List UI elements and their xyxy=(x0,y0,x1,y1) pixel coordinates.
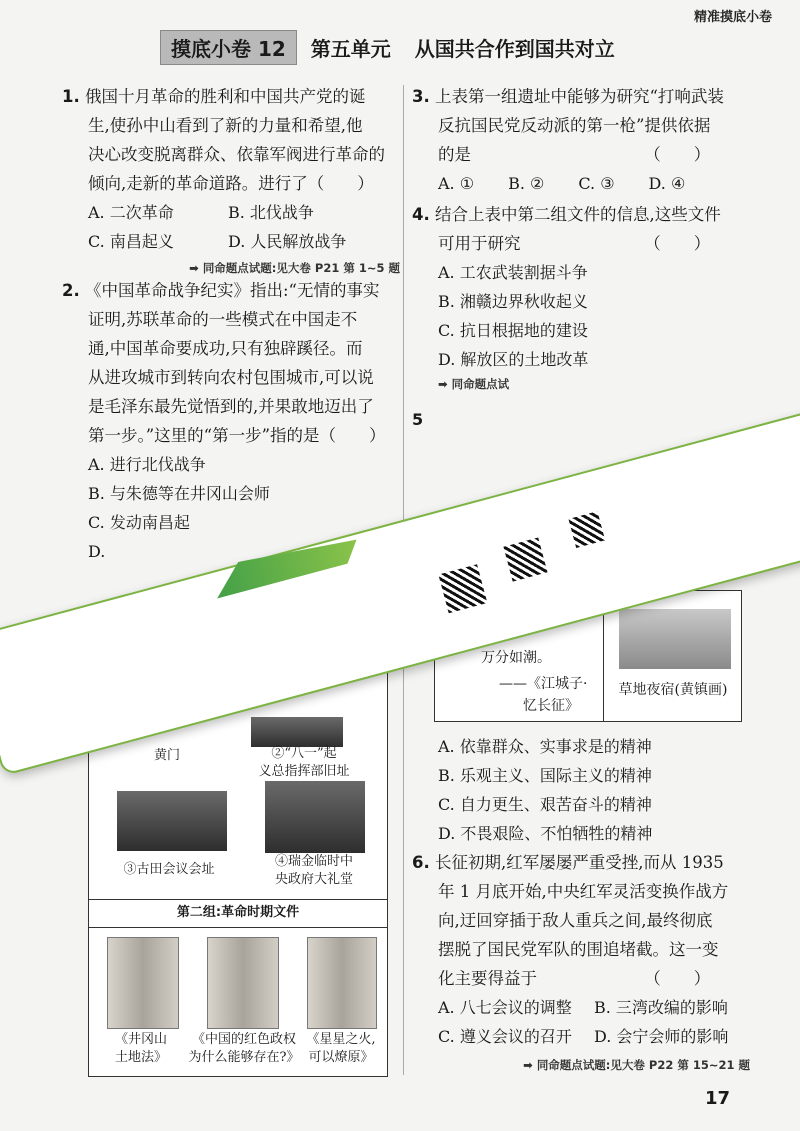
question-6 xyxy=(412,848,750,1073)
q3-line: 反抗国民党反动派的第一枪”提供依据 xyxy=(438,116,711,135)
relic-caption-2b: 义总指挥部旧址 xyxy=(258,764,350,779)
q1-line: 决心改变脱离群众、依靠军阀进行革命的 xyxy=(88,145,385,164)
relic-caption-1: 黄门 xyxy=(153,748,180,763)
q2-line: 证明,苏联革命的一些模式在中国走不 xyxy=(88,310,358,329)
q5-number: 5 xyxy=(412,410,424,429)
q6-option-a: A. 八七会议的调整 xyxy=(438,998,572,1017)
painting-image xyxy=(619,609,731,669)
q3-option-a: A. ① xyxy=(438,174,475,193)
question-3 xyxy=(412,82,750,198)
document-caption-3b: 可以燎原》 xyxy=(308,1050,374,1065)
table-rule xyxy=(89,899,387,900)
q1-line: 倾向,走新的革命道路。进行了（ ） xyxy=(88,174,374,193)
q1-line: 生,使孙中山看到了新的力量和希望,他 xyxy=(88,116,363,135)
q2-line: 从进攻城市到转向农村包围城市,可以说 xyxy=(88,368,374,387)
question-1 xyxy=(62,82,400,276)
q6-number: 6. xyxy=(412,853,430,872)
document-caption-1a: 《井冈山 xyxy=(114,1032,167,1047)
q4-option-a: A. 工农武装割据斗争 xyxy=(438,263,588,282)
document-caption-1b: 土地法》 xyxy=(114,1050,167,1065)
q3-line: 上表第一组遗址中能够为研究“打响武装 xyxy=(435,87,724,106)
relic-caption-2a: ②“八一”起 xyxy=(271,746,337,761)
question-2 xyxy=(62,276,400,566)
q6-line: 向,迂回穿插于敌人重兵之间,最终彻底 xyxy=(438,911,713,930)
document-photo-1 xyxy=(107,937,179,1029)
poem-line-1: 万分如潮。 xyxy=(481,650,551,666)
unit-label: 第五单元 xyxy=(310,36,391,61)
q2-number: 2. xyxy=(62,281,80,300)
q2-option-a: A. 进行北伐战争 xyxy=(88,455,206,474)
q4-reference: ➡ 同命题点试 xyxy=(412,376,750,392)
document-photo-3 xyxy=(307,937,377,1029)
document-caption-2b: 为什么能够存在?》 xyxy=(188,1050,300,1065)
question-4 xyxy=(412,200,750,392)
q5-option-a: A. 依靠群众、实事求是的精神 xyxy=(438,737,652,756)
q1-option-c: C. 南昌起义 xyxy=(88,232,174,251)
q5-option-b: B. 乐观主义、国际主义的精神 xyxy=(438,766,652,785)
q4-number: 4. xyxy=(412,205,430,224)
q1-option-b: B. 北伐战争 xyxy=(228,203,314,222)
q4-option-c: C. 抗日根据地的建设 xyxy=(438,321,588,340)
relic-photo-3 xyxy=(117,791,227,851)
relic-photo-2 xyxy=(251,717,343,747)
q5-options xyxy=(412,732,750,848)
q6-reference: ➡ 同命题点试题:见大卷 P22 第 15~21 题 xyxy=(412,1057,750,1073)
qr-code-icon xyxy=(503,537,547,581)
q1-reference: ➡ 同命题点试题:见大卷 P21 第 1~5 题 xyxy=(62,260,400,276)
poem-source-2: 忆长征》 xyxy=(523,698,579,714)
group2-title: 第二组:革命时期文件 xyxy=(176,905,300,920)
painting-caption: 草地夜宿(黄镇画) xyxy=(618,682,728,698)
q6-option-c: C. 遵义会议的召开 xyxy=(438,1027,572,1046)
q6-line: 长征初期,红军屡屡严重受挫,而从 1935 xyxy=(435,853,724,872)
q1-number: 1. xyxy=(62,87,80,106)
q2-line: 第一步。”这里的“第一步”指的是（ ） xyxy=(88,426,386,445)
q6-line: 摆脱了国民党军队的围追堵截。这一变 xyxy=(438,940,719,959)
table-rule xyxy=(89,927,387,928)
page-number: 17 xyxy=(704,1088,730,1109)
q2-line: 是毛泽东最先觉悟到的,并果敢地迈出了 xyxy=(88,397,374,416)
q6-line: 年 1 月底开始,中央红军灵活变换作战方 xyxy=(438,882,729,901)
q5-option-d: D. 不畏艰险、不怕牺牲的精神 xyxy=(438,824,653,843)
document-caption-2a: 《中国的红色政权 xyxy=(191,1032,296,1047)
topic-label: 从国共合作到国共对立 xyxy=(414,36,615,61)
poem-source-1: ——《江城子· xyxy=(499,676,588,692)
q3-option-b: B. ② xyxy=(508,174,545,193)
q5-option-c: C. 自力更生、艰苦奋斗的精神 xyxy=(438,795,652,814)
q4-option-b: B. 湘赣边界秋收起义 xyxy=(438,292,588,311)
page-title xyxy=(160,30,615,64)
q1-option-a: A. 二次革命 xyxy=(88,203,174,222)
q2-option-c: C. 发动南昌起 xyxy=(88,513,190,532)
q4-line: 结合上表中第二组文件的信息,这些文件 xyxy=(435,205,721,224)
q6-line: 化主要得益于 （ ） xyxy=(438,969,711,988)
q2-line: 《中国革命战争纪实》指出:“无情的事实 xyxy=(85,281,380,300)
series-label: 精准摸底小卷 xyxy=(693,10,772,25)
relic-photo-4 xyxy=(265,781,365,853)
qr-code-icon xyxy=(438,564,487,613)
q3-option-d: D. ④ xyxy=(648,174,686,193)
q1-line: 俄国十月革命的胜利和中国共产党的诞 xyxy=(85,87,366,106)
q3-number: 3. xyxy=(412,87,430,106)
q6-option-b: B. 三湾改编的影响 xyxy=(594,998,728,1017)
quiz-tag: 摸底小卷 12 xyxy=(160,30,297,65)
qr-code-icon xyxy=(568,511,605,548)
q1-option-d: D. 人民解放战争 xyxy=(228,232,347,251)
q3-option-c: C. ③ xyxy=(578,174,615,193)
q6-option-d: D. 会宁会师的影响 xyxy=(594,1027,729,1046)
q2-option-b: B. 与朱德等在井冈山会师 xyxy=(88,484,270,503)
document-photo-2 xyxy=(207,937,279,1029)
q2-option-d: D. xyxy=(88,542,106,561)
document-caption-3a: 《星星之火, xyxy=(306,1032,376,1047)
q4-option-d: D. 解放区的土地改革 xyxy=(438,350,589,369)
q2-line: 通,中国革命要成功,只有独辟蹊径。而 xyxy=(88,339,363,358)
relic-caption-4b: 央政府大礼堂 xyxy=(274,872,353,887)
q3-line: 的是 （ ） xyxy=(438,145,711,164)
q4-line: 可用于研究 （ ） xyxy=(438,234,711,253)
relic-caption-3: ③古田会议会址 xyxy=(123,862,215,877)
relic-caption-4a: ④瑞金临时中 xyxy=(274,854,353,869)
